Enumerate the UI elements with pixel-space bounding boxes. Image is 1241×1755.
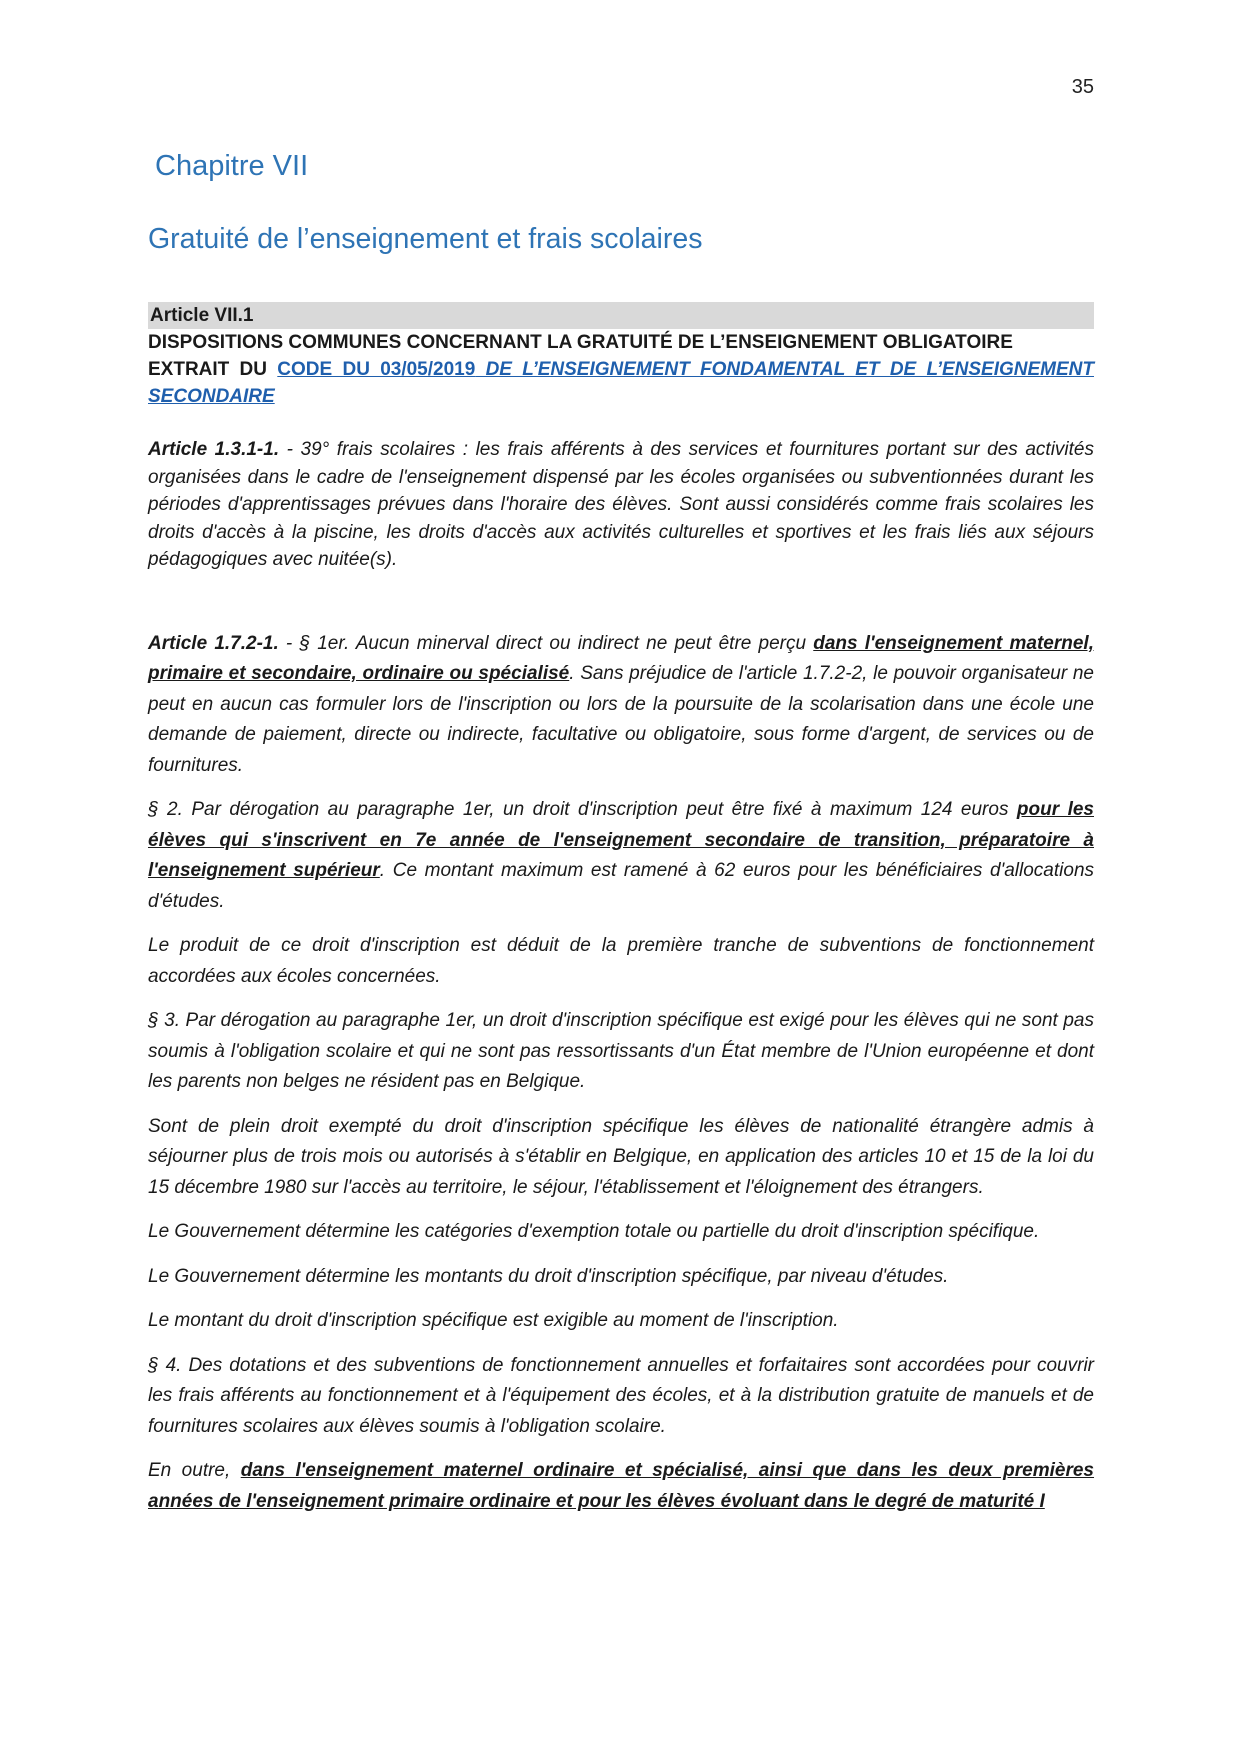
code-link-title: DE L’ENSEIGNEMENT FONDAMENTAL ET DE L’ENSEIGNEMENT SECONDAIRE: [148, 359, 1094, 407]
paragraph-text: . Sans préjudice de l'article 1.7.2-2, le pouvoir organisateur ne peut en aucun cas formuler lors de l'inscription ou lors de la poursuite de la scolarisation dans une école une demande de paiement, directe ou indirecte, facultative ou obligatoire, sous forme d'argent, de services ou de fournitures.: [148, 663, 1094, 776]
paragraph-7: Le Gouvernement détermine les montants du droit d'inscription spécifique, par niveau d'études.: [148, 1265, 949, 1287]
page-number: 35: [1071, 76, 1094, 98]
article-ref: Article 1.7.2-1.: [148, 632, 279, 654]
chapter-title: Gratuité de l’enseignement et frais scolaires: [148, 223, 703, 255]
paragraph-1: [148, 629, 1094, 782]
paragraph-8: Le montant du droit d'inscription spécifique est exigible au moment de l'inscription.: [148, 1310, 839, 1331]
paragraph-text: § 2. Par dérogation au paragraphe 1er, un droit d'inscription peut être fixé à maximum 124 euros: [148, 799, 1017, 820]
article-ref: Article 1.3.1-1.: [148, 439, 280, 460]
paragraph-text: - § 1er. Aucun minerval direct ou indirect ne peut être perçu: [278, 632, 814, 654]
paragraph-9: § 4. Des dotations et des subventions de fonctionnement annuelles et forfaitaires sont accordées pour couvrir les frais afférents au fonctionnement et à l'équipement des écoles, et à la distribution gratuite de manuels et de fournitures scolaires aux élèves soumis à l'obligation scolaire.: [148, 1354, 1094, 1437]
code-link[interactable]: [148, 359, 1094, 407]
underlined-emphasis: dans l'enseignement maternel ordinaire et spécialisé, ainsi que dans les deux premières années de l'enseignement primaire ordinaire et pour les élèves évoluant dans le degré de maturité I: [148, 1460, 1095, 1512]
paragraph-6: Le Gouvernement détermine les catégories d'exemption totale ou partielle du droit d'inscription spécifique.: [148, 1221, 1040, 1242]
paragraph-2: [148, 795, 1094, 917]
paragraph-4: § 3. Par dérogation au paragraphe 1er, un droit d'inscription spécifique est exigé pour les élèves qui ne sont pas soumis à l'obligation scolaire et qui ne sont pas ressortissants d'un État membre de l'Union européenne et dont les parents non belges ne résident pas en Belgique.: [148, 1010, 1094, 1092]
paragraph-text: . Ce montant maximum est ramené à 62 euros pour les bénéficiaires d'allocations d'études.: [148, 860, 1095, 912]
chapter-heading: Chapitre VII: [155, 150, 309, 182]
extract-prefix: EXTRAIT DU: [148, 359, 278, 380]
underlined-emphasis: pour les élèves qui s'inscrivent en 7e année de l'enseignement secondaire de transition, préparatoire à l'enseignement supérieur: [148, 799, 1094, 881]
dispositions-title: DISPOSITIONS COMMUNES CONCERNANT LA GRATUITÉ DE L’ENSEIGNEMENT OBLIGATOIRE: [148, 332, 1013, 353]
code-link-date: CODE DU 03/05/2019: [277, 359, 476, 380]
paragraph-5: Sont de plein droit exempté du droit d'inscription spécifique les élèves de nationalité étrangère admis à séjourner plus de trois mois ou autorisés à s'établir en Belgique, en application des articles 10 et 15 de la loi du 15 décembre 1980 sur l'accès au territoire, le séjour, l'établissement et l'éloignement des étrangers.: [148, 1115, 1094, 1198]
paragraph-text: En outre,: [148, 1460, 241, 1481]
paragraph-10: [148, 1456, 1094, 1517]
paragraph-3: Le produit de ce droit d'inscription est déduit de la première tranche de subventions de fonctionnement accordées aux écoles concernées.: [148, 935, 1094, 987]
article-header: Article VII.1: [148, 302, 1094, 329]
definition-text: - 39° frais scolaires : les frais afférents à des services et fournitures portant sur des activités organisées dans le cadre de l'enseignement dispensé par les écoles organisées ou subventionnées durant les périodes d'apprentissages prévues dans l'horaire des élèves. Sont aussi considérés comme frais scolaires les droits d'accès à la piscine, les droits d'accès aux activités culturelles et sportives et les frais liés aux séjours pédagogiques avec nuitée(s).: [148, 439, 1094, 570]
underlined-emphasis: dans l'enseignement maternel, primaire et secondaire, ordinaire ou spécialisé: [148, 632, 1094, 684]
extract-line: [148, 356, 1094, 410]
document-body: [148, 302, 1094, 1517]
definition-paragraph: [148, 436, 1094, 574]
